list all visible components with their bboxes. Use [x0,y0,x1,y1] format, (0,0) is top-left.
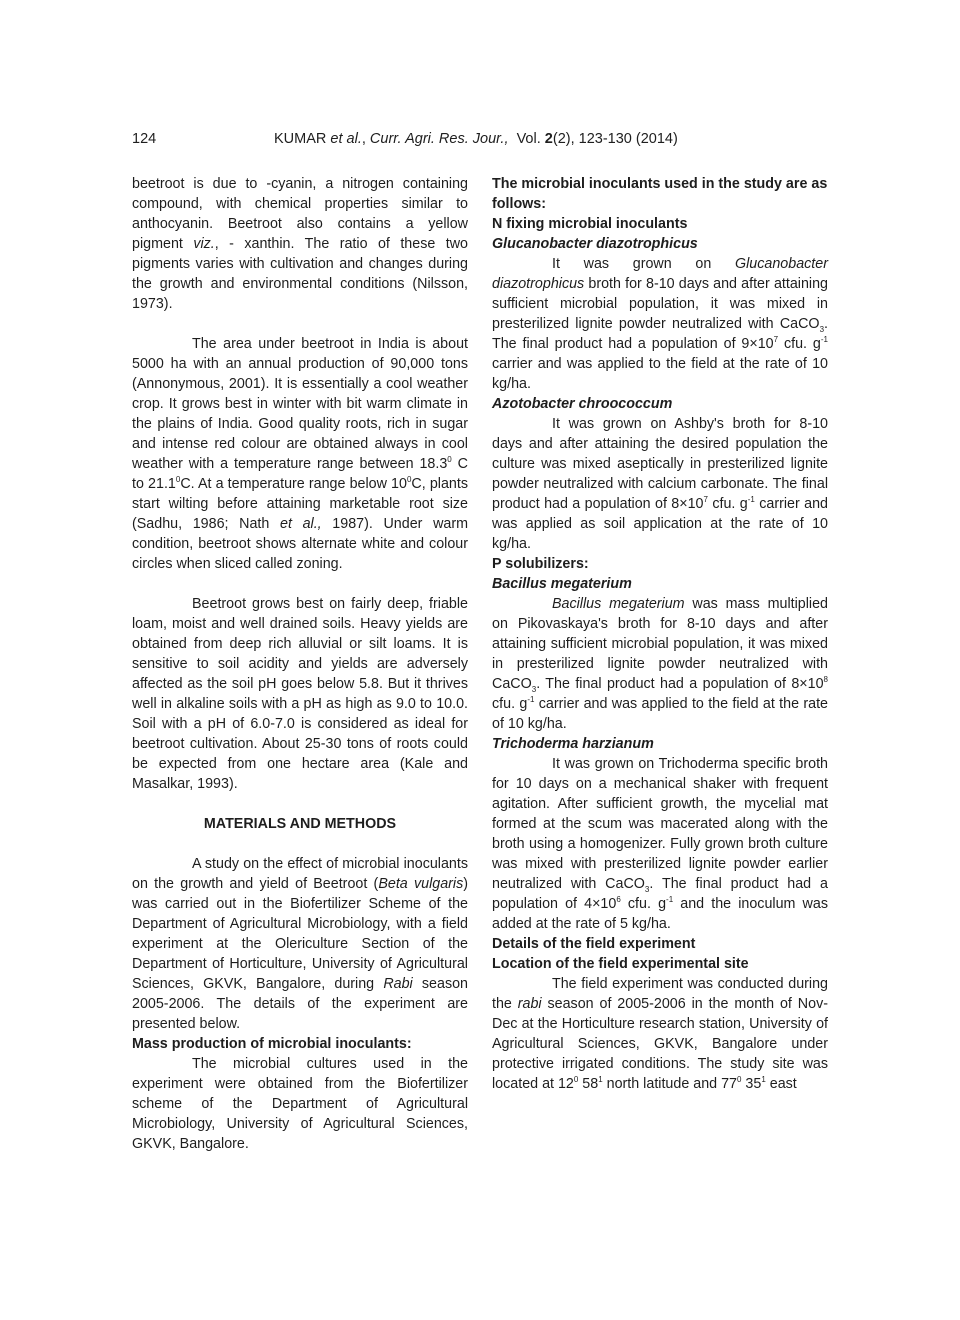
text-run: 1987). Under warm condition, beetroot shows alternate white and colour circles when sliced called zoning. [132,516,469,572]
text-italic: Bacillus megaterium [552,596,685,612]
paragraph-soil: Beetroot grows best on fairly deep, friable loam, moist and well drained soils. Heavy yields are obtained from deep rich alluvial or silt loams. It is sensitive to soil acidity and yields are adversely affected as the soil pH goes below 5.8. But it thrives well in alkaline soils with a pH as high as 9.0 to 10.0. Soil with a pH of 6.0-7.0 is considered as ideal for beetroot cultivation. About 25-30 tons of roots could be expected from one hectare area (Kale and Masalkar, 1993). [132,596,468,792]
text-run: C to 21.1 [132,456,468,492]
text-run: was mass multiplied on Pikovaskaya's broth for 8-10 days and after attaining sufficient microbial population, it was mixed in presterilized lignite powder neutralized with CaCO [492,596,828,692]
text-run: . The final product had a population of 4×10 [492,876,828,912]
citation-volume: 2 [544,131,553,147]
left-column [132,174,468,1154]
citation-authors: KUMAR [274,131,327,147]
paragraph-area [132,334,468,574]
subheading-trichoderma: Trichoderma harzianum [492,736,654,752]
paragraph-bacillus [492,594,828,734]
subheading-mass-production: Mass production of microbial inoculants: [132,1036,412,1052]
text-run: east [765,1076,797,1092]
text-run: 58 [578,1076,599,1092]
superscript: 1 [598,1075,603,1085]
subscript: 3 [644,884,650,894]
text-run: carrier and was applied as soil application at the rate of 10 kg/ha. [492,496,828,552]
superscript: 7 [703,495,708,505]
superscript: -1 [666,895,674,905]
text-run: cfu. g [620,896,667,912]
subscript: 3 [819,324,825,334]
superscript: -1 [747,495,755,505]
text-run: season of 2005-2006 in the month of Nov-Dec at the Horticulture research station, University of Agricultural Sciences, GKVK, Bangalore under protective irrigated conditions. The study site was located at 12 [492,996,828,1092]
text-run: The area under beetroot in India is about 5000 ha with an annual production of 90,000 tons (Annonymous, 2001). It is essentially a cool weather crop. It grows best in winter with bit warm climate in the plains of India. Good quality roots, rich in sugar and intense red colour are obtained always in cool weather with a temperature range between 18.3 [132,336,468,472]
text-run: north latitude and 77 [602,1076,737,1092]
paragraph-glucanobacter [492,254,828,394]
section-heading-materials-methods: MATERIALS AND METHODS [203,816,397,832]
citation-issue-pages: (2), 123-130 (2014) [552,131,678,147]
text-run: It was grown on [552,256,735,272]
subheading-glucanobacter: Glucanobacter diazotrophicus [492,236,698,252]
text-run: C, plants start wilting before attaining marketable root size (Sadhu, 1986; Nath [132,476,468,532]
text-run: , - xanthin. The ratio of these two pigments varies with cultivation and changes during the growth and environmental conditions (Nilsson, 1973). [132,236,468,312]
text-run: beetroot is due to -cyanin, a nitrogen containing compound, with chemical properties similar to anthocyanin. Beetroot also contains a yellow pigment [132,176,468,252]
text-run: It was grown on Trichoderma specific broth for 10 days on a mechanical shaker with frequent agitation. After sufficient growth, the mycelial mat formed at the scum was macerated along with the broth using a homogenizer. Fully grown broth culture was mixed with presterilized lignite powder earlier neutralized with CaCO [492,756,828,892]
superscript: 8 [823,675,828,685]
text-run: cfu. g [707,496,748,512]
text-run: carrier and was applied to the field at the rate of 10 kg/ha. [492,696,829,732]
paragraph-cultures: The microbial cultures used in the experiment were obtained from the Biofertilizer scheme of the Department of Agricultural Microbiology, University of Agricultural Sciences, GKVK, Bangalore. [132,1056,468,1152]
subheading-inoculants-used: The microbial inoculants used in the study are as follows: [492,176,828,212]
superscript: 7 [773,335,779,345]
text-run: cfu. g [492,696,528,712]
text-run: It was grown on Ashby's broth for 8-10 days and after attaining the desired population the culture was mixed aseptically in presterilized lignite powder neutralized with calcium carbonate. The final product had a population of 8×10 [492,416,828,512]
text-run: broth for 8-10 days and after attaining sufficient microbial population, it was mixed in presterilized lignite powder neutralized with CaCO [492,276,828,332]
right-column [492,174,828,1094]
superscript: -1 [527,695,535,705]
citation-journal: Curr. Agri. Res. Jour., [369,131,509,147]
subheading-p-solubilizers: P solubilizers: [492,556,589,572]
page-number: 124 [132,131,157,147]
superscript: 0 [573,1075,579,1085]
text-run: and the inoculum was added at the rate of 5 kg/ha. [492,896,828,932]
text-run: ) was carried out in the Biofertilizer Scheme of the Department of Agricultural Microbiology, with a field experiment at the Olericulture Section of the Department of Horticulture, University of Agricultural Sciences, GKVK, Bangalore, during [132,876,469,992]
text-run: . The final product had a population of 9×10 [492,316,828,352]
text-italic: rabi [517,996,542,1012]
text-run: season 2005-2006. The details of the experiment are presented below. [132,976,469,1032]
superscript: 1 [761,1075,766,1085]
paragraph-study [132,854,468,1034]
subheading-n-fixing: N fixing microbial inoculants [492,216,688,232]
text-run: cfu. g [778,336,821,352]
text-italic: viz. [193,236,215,252]
text-run: 35 [741,1076,762,1092]
citation-et-al: et al. [330,131,362,147]
text-run: C. At a temperature range below 10 [180,476,407,492]
paragraph-pigments [132,174,468,314]
superscript: 0 [175,475,181,485]
paragraph-trichoderma [492,754,828,934]
paragraph-location [492,974,828,1094]
citation-vol-label: Vol. [516,131,541,147]
text-run: A study on the effect of microbial inoculants on the growth and yield of Beetroot ( [132,856,468,892]
text-run: carrier and was applied to the field at the rate of 10 kg/ha. [492,356,828,392]
journal-citation: KUMAR et al., Curr. Agri. Res. Jour., Vol. 2(2), 123-130 (2014) [274,131,678,147]
subheading-field-experiment: Details of the field experiment [492,936,696,952]
text-run: . The final product had a population of 8×10 [536,676,824,692]
subheading-location: Location of the field experimental site [492,956,749,972]
text-run: The field experiment was conducted during the [492,976,828,1012]
superscript: -1 [820,335,828,345]
text-italic: Rabi [383,976,413,992]
superscript: 0 [737,1075,742,1085]
subheading-azotobacter: Azotobacter chroococcum [492,396,673,412]
subheading-bacillus: Bacillus megaterium [492,576,632,592]
superscript: 0 [447,455,452,465]
text-italic: Glucanobacter diazotrophicus [492,256,828,292]
superscript: 0 [406,475,412,485]
text-italic: Beta vulgaris [378,876,464,892]
superscript: 6 [616,895,621,905]
paragraph-azotobacter [492,414,828,554]
text-italic: et al., [280,516,322,532]
subscript: 3 [531,684,537,694]
